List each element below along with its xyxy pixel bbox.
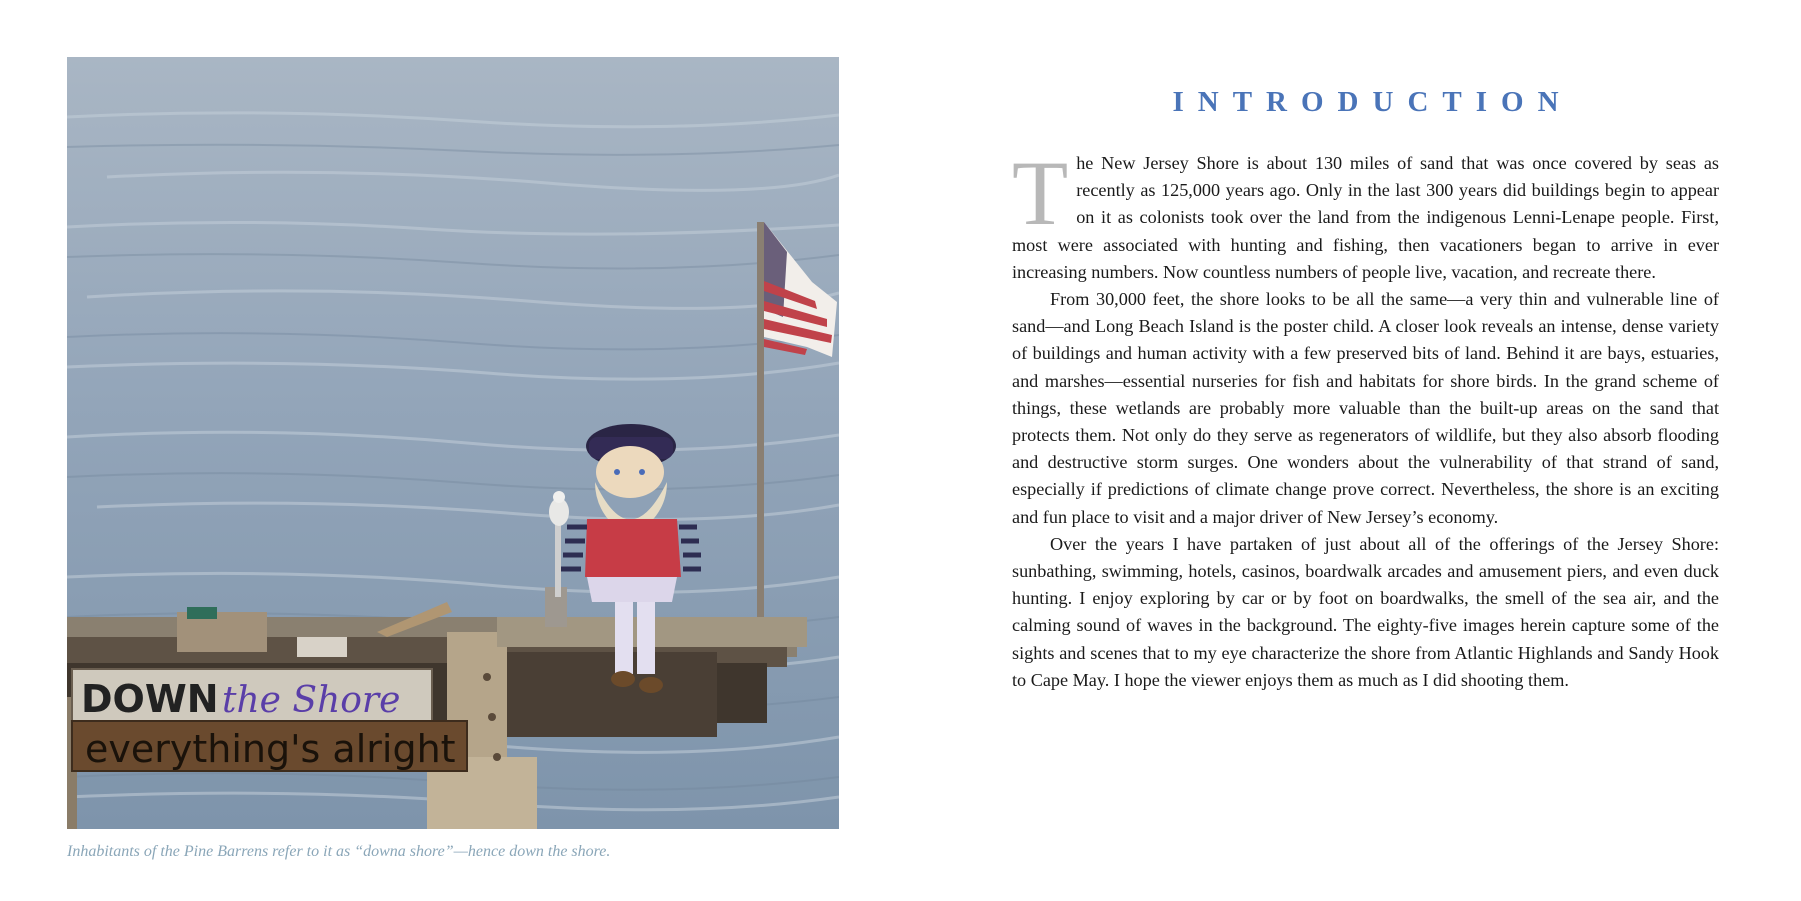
sailor-doll-on-pier-image	[67, 57, 839, 829]
introduction-page	[1012, 0, 1719, 901]
page-title: INTRODUCTION	[1172, 86, 1573, 118]
paragraph-1-text: he New Jersey Shore is about 130 miles of sand that was once covered by seas as recently as 125,000 years ago. Only in the last 300 years did buildings begin to appear on it as colonists took over the land from the indigenous Lenni-Lenape people. First, most were associated with hunting and fishing, then vacationers began to arrive in ever increasing numbers. Now countless numbers of people live, vacation, and recreate there.	[1012, 153, 1719, 282]
shore-photo	[67, 57, 839, 829]
down-the-shore-sign	[72, 669, 467, 771]
paragraph-2: From 30,000 feet, the shore looks to be all the same—a very thin and vulnerable line of sand—and Long Beach Island is the poster child. A closer look reveals an intense, dense variety of buildings and human activity with a few preserved bits of land. Behind it are bays, estuaries, and marshes—essential nurseries for fish and habitats for shore birds. In the grand scheme of things, these wetlands are probably more valuable than the built-up areas on the sand that protects them. Not only do they serve as regenerators of wildlife, but they also absorb flooding and destructive storm surges. One wonders about the vulnerability of that strand of sand, especially if predictions of climate change prove correct. Nevertheless, the shore is an exciting and fun place to visit and a major driver of New Jersey’s economy.	[1012, 289, 1719, 527]
paragraph-1	[1012, 142, 1719, 286]
sign-the-shore-text: the Shore	[222, 680, 401, 721]
drop-cap: T	[1012, 142, 1069, 244]
sign-alright-text: everything's alright	[85, 727, 456, 771]
sign-down-text: DOWN	[81, 677, 219, 721]
introduction-body	[1012, 142, 1719, 694]
photo-caption: Inhabitants of the Pine Barrens refer to it as “downa shore”—hence down the shore.	[67, 843, 611, 860]
paragraph-3: Over the years I have partaken of just about all of the offerings of the Jersey Shore: sunbathing, swimming, hotels, casinos, boardwalk arcades and amusement piers, and even duck hunting. I enjoy exploring by car or by foot on boardwalks, the smell of the sea air, and the calming sound of waves in the background. The eighty-five images herein capture some of the sights and scenes that to my eye characterize the shore from Atlantic Highlands and Sandy Hook to Cape May. I hope the viewer enjoys them as much as I did shooting them.	[1012, 533, 1719, 690]
